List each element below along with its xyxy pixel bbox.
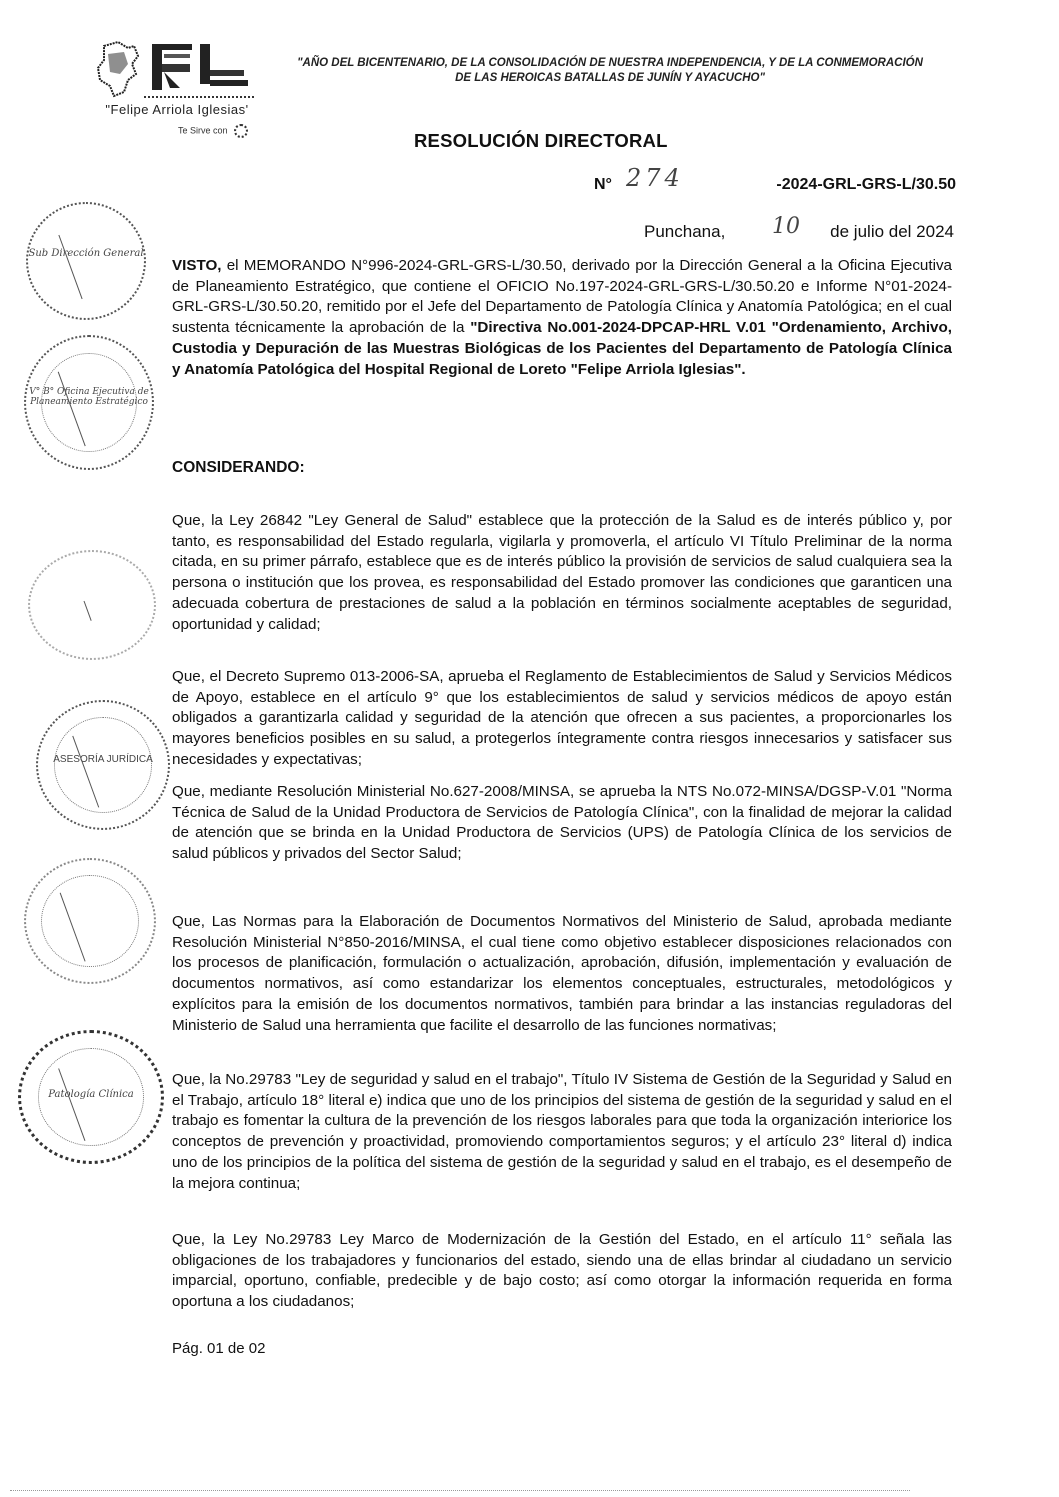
considerando-paragraph-3: Que, mediante Resolución Ministerial No.627-2008/MINSA, se aprueba la NTS No.072-MINSA/DGSP-V.01 "Norma Técnica de Salud de la Unidad Productora de Servicios de Patología Clínica", con la finalidad de mejorar la calidad de atención que se brinda en la Unidad Productora de Servicios (UPS) de Patología Clínica de los servicios de salud públicos y privados del Sector Salud; <box>172 783 952 863</box>
page-number: Pág. 01 de 02 <box>172 1340 266 1357</box>
loreto-map-icon <box>94 40 142 98</box>
date-place: Punchana, <box>644 222 726 241</box>
signature-mark <box>58 223 115 300</box>
hospital-name: "Felipe Arriola Iglesias' <box>105 102 249 117</box>
date-month-year: de julio del 2024 <box>830 222 954 241</box>
heart-logo-icon <box>234 124 248 138</box>
resolution-number <box>594 164 956 198</box>
number-suffix: -2024-GRL-GRS-L/30.50 <box>776 176 956 193</box>
hospital-logo <box>88 34 268 134</box>
considerando-heading: CONSIDERANDO: <box>172 459 305 476</box>
stamp-faint <box>28 550 156 660</box>
hospital-slogan: Te Sirve con <box>178 124 248 138</box>
stamp-patologia-clinica: Patología Clínica <box>18 1030 164 1164</box>
considerando-paragraph-2: Que, el Decreto Supremo 013-2006-SA, aprueba el Reglamento de Establecimientos de Salud y Servicios Médicos de Apoyo, establece en el artículo 9° que los establecimientos de salud y servicios médicos de apoyo están obligados a garantizarla calidad y seguridad de la atención que ofrecen a sus pacientes, a proporcionarles los mayores beneficios posibles en su salud, a protegerlos íntegramente contra riesgos innecesarios y satisfacer sus necesidades y expectativas; <box>172 668 952 768</box>
year-motto: "AÑO DEL BICENTENARIO, DE LA CONSOLIDACIÓN DE NUESTRA INDEPENDENCIA, Y DE LA CONMEMORACIÓN DE LAS HEROICAS BATALLAS DE JUNÍN Y AYACUCHO" <box>297 57 923 84</box>
handwritten-day: 10 <box>772 214 800 239</box>
handwritten-number: 274 <box>626 164 684 192</box>
visto-label: VISTO, <box>172 257 222 274</box>
considerando-paragraph-5: Que, la No.29783 "Ley de seguridad y salud en el trabajo", Título IV Sistema de Gestión de la Seguridad y Salud en el Trabajo, artículo 18° literal e) indica que uno de los principios del sistema de gestión de la seguridad y salud en el trabajo es fomentar la cultura de la prevención de los riesgos laborales para que toda la organización interiorice los conceptos de prevención y proactividad, promoviendo comportamientos seguros; y el artículo 23° literal d) indica uno de los principios de la política del sistema de gestión de la seguridad y salud en el trabajo, es el desempeño de la mejora continua; <box>172 1071 952 1192</box>
number-prefix: N° <box>594 176 612 193</box>
considerando-paragraph-4: Que, Las Normas para la Elaboración de Documentos Normativos del Ministerio de Salud, aprobada mediante Resolución Ministerial N°850-2016/MINSA, el cual tiene como objetivo establecer disposiciones relacionados con los procesos de planificación, formulación o actualización, aprobación, difusión, implementación y evaluación de documentos normativos, así como estandarizar los elementos conceptuales, estructurales, metodológicos y explícitos para la emisión de los documentos normativos, también para brindar a las instancias reguladoras del Ministerio de Salud una herramienta que facilite el desarrollo de las funciones normativas; <box>172 913 952 1034</box>
considerando-paragraph-1: Que, la Ley 26842 "Ley General de Salud" establece que la protección de la Salud es de interés público y, por tanto, es responsabilidad del Estado regularla, vigilarla y promoverla, el artículo VI Título Preliminar de la norma citada, en su primer párrafo, establece que es de interés público la provisión de servicios de salud cualquiera sea la persona o institución que los provea, es responsabilidad del Estado promover las condiciones que garanticen una adecuada cobertura de prestaciones de salud a la población en términos socialmente aceptables de seguridad, oportunidad y calidad; <box>172 512 952 633</box>
document-date <box>640 214 954 248</box>
stamp-asesoria-juridica: ASESORÍA JURÍDICA <box>36 700 170 830</box>
considerando-paragraph-6: Que, la Ley No.29783 Ley Marco de Modernización de la Gestión del Estado, en el artículo 11° señala las obligaciones de los trabajadores y funcionarios del estado, siendo una de ellas brindar al ciudadano un servicio imparcial, oportuno, confiable, predecible y de bajo costo; así como otorgar la información requerida en forma oportuna a los ciudadanos; <box>172 1231 952 1311</box>
stamp-sub-direccion: Sub Dirección General <box>26 202 146 320</box>
stamp-vobo-planeamiento: V° B° Oficina Ejecutiva de Planeamiento Estratégico <box>24 335 154 470</box>
directive-title: "Directiva No.001-2024-DPCAP-HRL V.01 "Ordenamiento, Archivo, Custodia y Depuración de las Muestras Biológicas de los Pacientes del Departamento de Patología Clínica y Anatomía Patológica del Hospital Regional de Loreto "Felipe Arriola Iglesias". <box>172 319 953 378</box>
hrl-emblem-icon <box>150 42 250 92</box>
signature-mark <box>83 588 126 621</box>
scan-artifact <box>10 1490 910 1493</box>
visto-paragraph: VISTO, el MEMORANDO N°996-2024-GRL-GRS-L/30.50, derivado por la Dirección General a la Oficina Ejecutiva de Planeamiento Estratégico, que contiene el OFICIO No.197-2024-GRL-GRS-L/30.50.20 e Informe N°01-2024-GRL-GRS-L/30.50.20, remitido por el Jefe del Departamento de Patología Clínica y Anatomía Patológica; en el cual sustenta técnicamente la aprobación de la "Directiva No.001-2024-DPCAP-HRL V.01 "Ordenamiento, Archivo, Custodia y Depuración de las Muestras Biológicas de los Pacientes del Departamento de Patología Clínica y Anatomía Patológica del Hospital Regional de Loreto "Felipe Arriola Iglesias". <box>172 257 953 378</box>
document-title: RESOLUCIÓN DIRECTORAL <box>414 130 668 151</box>
stamp-ministerio <box>24 858 156 984</box>
